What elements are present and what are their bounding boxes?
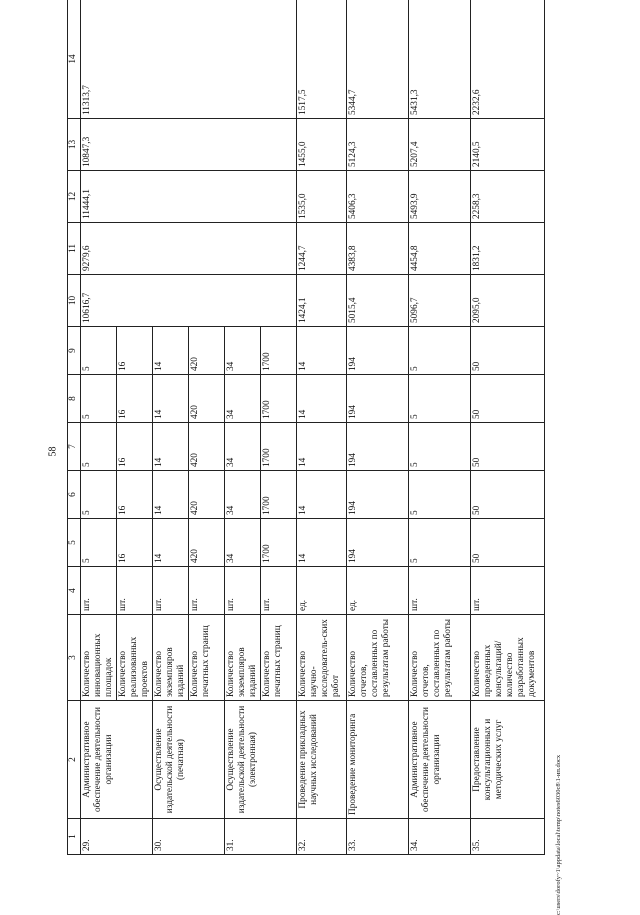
cell-value: 5 [81, 519, 117, 567]
cell-value: 1831,2 [471, 223, 545, 275]
cell-value: 50 [471, 519, 545, 567]
indicator-name: Количество печатных страниц [189, 615, 225, 701]
cell-value: 14 [153, 327, 189, 375]
cell-value: 1700 [261, 327, 297, 375]
cell-value: 50 [471, 375, 545, 423]
cell-value: 50 [471, 327, 545, 375]
cell-value: 14 [297, 327, 347, 375]
unit: шт. [81, 567, 117, 615]
cell-value: 5 [81, 327, 117, 375]
service-name: Административное обеспечение деятельности организации [409, 701, 471, 819]
cell-value: 14 [153, 375, 189, 423]
cell-value: 16 [117, 423, 153, 471]
service-name: Осуществление издательской деятельности (электронная) [225, 701, 297, 819]
indicator-name: Количество экземпляров изданий [153, 615, 189, 701]
services-table [67, 0, 545, 855]
cell-value: 14 [297, 423, 347, 471]
cell-value: 34 [225, 375, 261, 423]
cell-value: 5406,3 [347, 171, 409, 223]
col-header: 11 [68, 223, 81, 275]
service-name: Осуществление издательской деятельности (печатная) [153, 701, 225, 819]
service-name: Предоставление консультационных и методических услуг [471, 701, 545, 819]
cell-value: 14 [153, 519, 189, 567]
cell-value: 5431,3 [409, 0, 471, 119]
table-row [81, 0, 117, 855]
cell-value: 420 [189, 519, 225, 567]
cell-value: 5 [409, 471, 471, 519]
row-number: 32. [297, 819, 347, 855]
unit: шт. [117, 567, 153, 615]
col-header: 9 [68, 327, 81, 375]
cell-value: 420 [189, 375, 225, 423]
table-row [409, 0, 471, 855]
cell-value: 194 [347, 423, 409, 471]
unit: ед. [297, 567, 347, 615]
col-header: 13 [68, 119, 81, 171]
cell-value: 5096,7 [409, 275, 471, 327]
col-header: 1 [68, 819, 81, 855]
col-header: 4 [68, 567, 81, 615]
rotated-table-wrapper [67, 20, 567, 855]
cell-value: 16 [117, 375, 153, 423]
cell-value: 420 [189, 471, 225, 519]
cell-value: 14 [297, 471, 347, 519]
cell-value: 16 [117, 519, 153, 567]
service-name: Проведение мониторинга [347, 701, 409, 819]
cell-value: 34 [225, 519, 261, 567]
cell-value: 2258,3 [471, 171, 545, 223]
cell-value: 14 [297, 375, 347, 423]
table-row [471, 0, 545, 855]
cell-value: 1455,0 [297, 119, 347, 171]
cell-value: 34 [225, 327, 261, 375]
cell-value: 4383,8 [347, 223, 409, 275]
cell-value: 1700 [261, 519, 297, 567]
col-header: 2 [68, 701, 81, 819]
cell-value: 5 [81, 423, 117, 471]
table-row [297, 0, 347, 855]
cell-value: 1700 [261, 471, 297, 519]
cell-value: 16 [117, 471, 153, 519]
col-header: 5 [68, 519, 81, 567]
cell-value: 11313,7 [81, 0, 297, 119]
cell-value: 2232,6 [471, 0, 545, 119]
cell-value: 5 [409, 519, 471, 567]
page-number: 58 [47, 446, 59, 457]
indicator-name: Количество научно-исследователь-ских работ [297, 615, 347, 701]
cell-value: 5493,9 [409, 171, 471, 223]
col-header: 10 [68, 275, 81, 327]
col-header: 7 [68, 423, 81, 471]
cell-value: 34 [225, 423, 261, 471]
cell-value: 11444,1 [81, 171, 297, 223]
cell-value: 4454,8 [409, 223, 471, 275]
cell-value: 14 [297, 519, 347, 567]
col-header: 12 [68, 171, 81, 223]
cell-value: 1244,7 [297, 223, 347, 275]
footer-file-path: c:\users\dorofy~1\appdata\local\temp\notes6030c8\1-ип.docx [555, 754, 562, 915]
cell-value: 16 [117, 327, 153, 375]
cell-value: 14 [153, 423, 189, 471]
unit: ед. [347, 567, 409, 615]
cell-value: 1700 [261, 375, 297, 423]
col-header: 8 [68, 375, 81, 423]
cell-value: 2140,5 [471, 119, 545, 171]
cell-value: 2095,0 [471, 275, 545, 327]
row-number: 29. [81, 819, 153, 855]
unit: шт. [471, 567, 545, 615]
cell-value: 420 [189, 327, 225, 375]
cell-value: 50 [471, 471, 545, 519]
cell-value: 194 [347, 327, 409, 375]
indicator-name: Количество инновационных площадок [81, 615, 117, 701]
cell-value: 14 [153, 471, 189, 519]
cell-value: 5124,3 [347, 119, 409, 171]
cell-value: 194 [347, 519, 409, 567]
table-row [347, 0, 409, 855]
indicator-name: Количество проведенных консультаций/ количество разработанных документов [471, 615, 545, 701]
header-row [68, 0, 81, 855]
cell-value: 5344,7 [347, 0, 409, 119]
cell-value: 1424,1 [297, 275, 347, 327]
cell-value: 5015,4 [347, 275, 409, 327]
cell-value: 5 [409, 423, 471, 471]
unit: шт. [409, 567, 471, 615]
indicator-name: Количество отчетов, составленных по результатам работы [409, 615, 471, 701]
cell-value: 9279,6 [81, 223, 297, 275]
row-number: 35. [471, 819, 545, 855]
service-name: Проведение прикладных научных исследований [297, 701, 347, 819]
col-header: 14 [68, 0, 81, 119]
cell-value: 1700 [261, 423, 297, 471]
cell-value: 5 [409, 375, 471, 423]
indicator-name: Количество экземпляров изданий [225, 615, 261, 701]
indicator-name: Количество отчетов, составленных по результатам работы [347, 615, 409, 701]
cell-value: 34 [225, 471, 261, 519]
unit: шт. [189, 567, 225, 615]
cell-value: 1517,5 [297, 0, 347, 119]
cell-value: 50 [471, 423, 545, 471]
cell-value: 10847,3 [81, 119, 297, 171]
row-number: 33. [347, 819, 409, 855]
unit: шт. [261, 567, 297, 615]
cell-value: 5 [81, 375, 117, 423]
col-header: 6 [68, 471, 81, 519]
cell-value: 1535,0 [297, 171, 347, 223]
cell-value: 420 [189, 423, 225, 471]
cell-value: 194 [347, 375, 409, 423]
indicator-name: Количество реализованных проектов [117, 615, 153, 701]
service-name: Административное обеспечение деятельности организации [81, 701, 153, 819]
unit: шт. [225, 567, 261, 615]
row-number: 30. [153, 819, 225, 855]
cell-value: 5 [81, 471, 117, 519]
row-number: 31. [225, 819, 297, 855]
cell-value: 10616,7 [81, 275, 297, 327]
cell-value: 5 [409, 327, 471, 375]
unit: шт. [153, 567, 189, 615]
col-header: 3 [68, 615, 81, 701]
cell-value: 5207,4 [409, 119, 471, 171]
indicator-name: Количество печатных страниц [261, 615, 297, 701]
cell-value: 194 [347, 471, 409, 519]
row-number: 34. [409, 819, 471, 855]
